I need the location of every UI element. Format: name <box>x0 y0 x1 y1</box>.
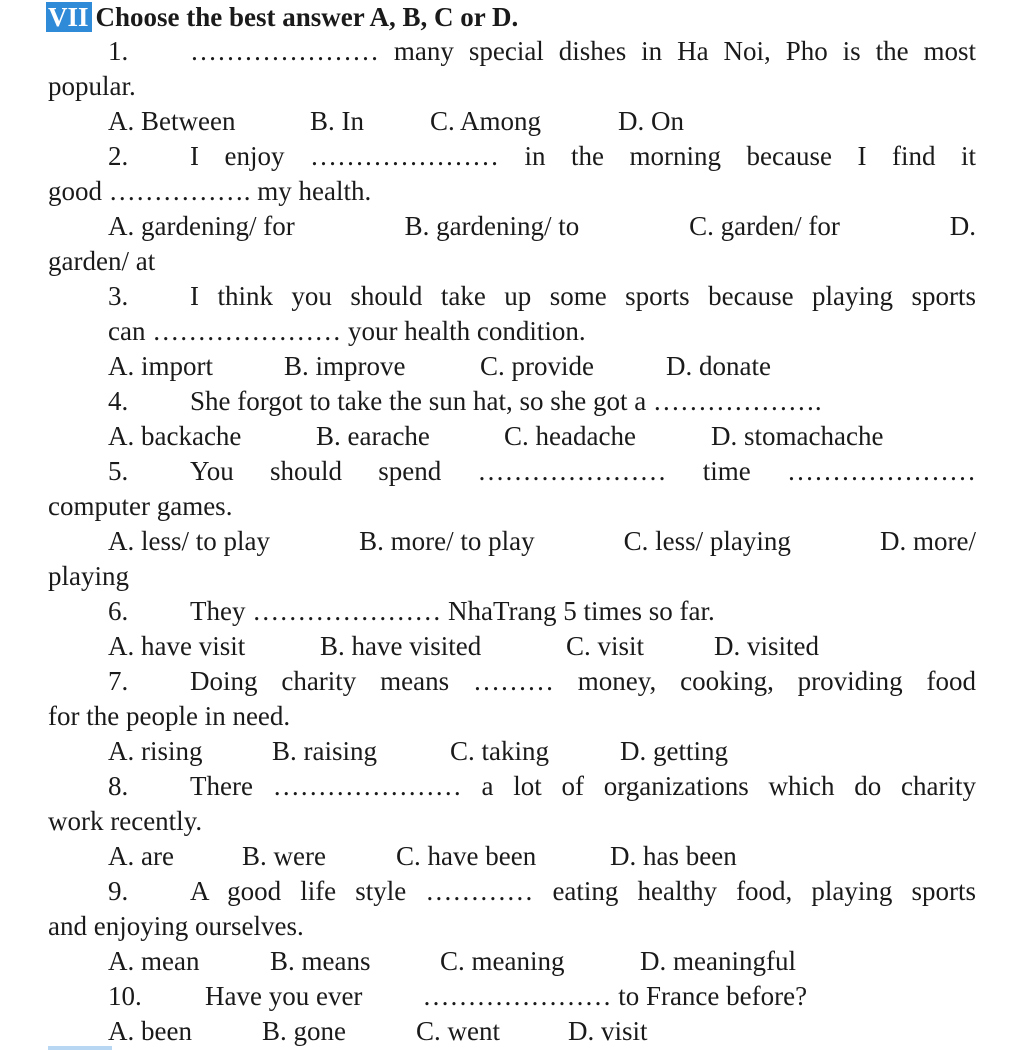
option-b[interactable]: B. gone <box>262 1016 346 1046</box>
question-stem: I enjoy ………………… in the morning because I find it <box>190 141 976 171</box>
question-number: 7. <box>108 666 129 696</box>
question-number: 2. <box>108 141 129 171</box>
option-c[interactable]: C. have been <box>396 841 537 871</box>
option-b[interactable]: B. raising <box>272 736 377 766</box>
question-10-options <box>108 1014 976 1049</box>
question-7 <box>108 664 976 699</box>
question-9-options <box>108 944 976 979</box>
question-stem-start: Have you ever <box>205 981 363 1011</box>
option-d[interactable]: D. visited <box>714 631 819 661</box>
question-3-options <box>108 349 976 384</box>
question-number: 5. <box>108 456 129 486</box>
question-2-options <box>108 209 976 244</box>
option-b[interactable]: B. more/ to play <box>359 526 535 556</box>
question-stem: You should spend ………………… time ………………… <box>190 456 976 486</box>
option-c[interactable]: C. Among <box>430 106 542 136</box>
option-a[interactable]: A. import <box>108 351 213 381</box>
option-a[interactable]: A. are <box>108 841 174 871</box>
question-2-options-continuation: garden/ at <box>48 246 156 276</box>
option-c[interactable]: C. visit <box>566 631 645 661</box>
question-stem: There ………………… a lot of organizations which do charity <box>190 771 976 801</box>
option-b[interactable]: B. earache <box>316 421 430 451</box>
option-d[interactable]: D. more/ <box>880 526 976 556</box>
question-number: 3. <box>108 281 129 311</box>
question-8-options <box>108 839 976 874</box>
question-stem: I think you should take up some sports because playing sports <box>190 281 976 311</box>
question-9-continuation: and enjoying ourselves. <box>48 911 304 941</box>
question-number: 1. <box>108 36 129 66</box>
option-d[interactable]: D. donate <box>666 351 771 381</box>
option-c[interactable]: C. taking <box>450 736 549 766</box>
question-1-continuation: popular. <box>48 71 136 101</box>
question-10 <box>108 979 976 1014</box>
question-stem: She forgot to take the sun hat, so she got a ………………. <box>190 386 822 416</box>
option-b[interactable]: B. means <box>270 946 371 976</box>
option-a[interactable]: A. have visit <box>108 631 246 661</box>
option-d[interactable]: D. has been <box>610 841 737 871</box>
option-c[interactable]: C. garden/ for <box>689 211 840 241</box>
question-number: 10. <box>108 981 142 1011</box>
option-a[interactable]: A. backache <box>108 421 242 451</box>
option-d[interactable]: D. meaningful <box>640 946 796 976</box>
option-d[interactable]: D. visit <box>568 1016 648 1046</box>
option-b[interactable]: B. were <box>242 841 326 871</box>
question-5-options-continuation: playing <box>48 561 129 591</box>
option-c[interactable]: C. went <box>416 1016 500 1046</box>
question-1-options <box>108 104 976 139</box>
section-label: VII <box>46 2 92 32</box>
option-d[interactable]: D. <box>949 211 976 241</box>
option-b[interactable]: B. gardening/ to <box>404 211 580 241</box>
option-b[interactable]: B. have visited <box>320 631 482 661</box>
question-6-options <box>108 629 976 664</box>
question-4 <box>108 384 976 419</box>
option-c[interactable]: C. headache <box>504 421 636 451</box>
question-number: 4. <box>108 386 129 416</box>
question-8 <box>108 769 976 804</box>
option-d[interactable]: D. On <box>618 106 684 136</box>
question-2-continuation: good ……………. my health. <box>48 176 372 206</box>
option-a[interactable]: A. rising <box>108 736 203 766</box>
question-stem: A good life style ………… eating healthy food, playing sports <box>190 876 976 906</box>
question-4-options <box>108 419 976 454</box>
question-stem-end: ………………… to France before? <box>422 981 808 1011</box>
question-5-options <box>108 524 976 559</box>
exercise-heading <box>46 0 518 34</box>
question-7-options <box>108 734 976 769</box>
option-c[interactable]: C. less/ playing <box>623 526 791 556</box>
question-number: 8. <box>108 771 129 801</box>
option-c[interactable]: C. provide <box>480 351 594 381</box>
question-1 <box>108 34 976 69</box>
option-a[interactable]: A. Between <box>108 106 236 136</box>
option-c[interactable]: C. meaning <box>440 946 565 976</box>
question-7-continuation: for the people in need. <box>48 701 291 731</box>
option-a[interactable]: A. been <box>108 1016 192 1046</box>
question-number: 6. <box>108 596 129 626</box>
option-b[interactable]: B. In <box>310 106 364 136</box>
question-stem: ………………… many special dishes in Ha Noi, Pho is the most <box>190 36 976 66</box>
option-d[interactable]: D. getting <box>620 736 728 766</box>
question-stem <box>205 979 976 1014</box>
question-9 <box>108 874 976 909</box>
question-2 <box>108 139 976 174</box>
question-stem: They ………………… NhaTrang 5 times so far. <box>190 596 715 626</box>
exercise-title: Choose the best answer A, B, C or D. <box>95 2 519 32</box>
question-5-continuation: computer games. <box>48 491 233 521</box>
option-b[interactable]: B. improve <box>284 351 406 381</box>
question-5 <box>108 454 976 489</box>
question-6 <box>108 594 976 629</box>
option-a[interactable]: A. less/ to play <box>108 526 270 556</box>
question-3 <box>108 279 976 314</box>
question-3-continuation: can ………………… your health condition. <box>108 316 586 346</box>
bottom-accent-bar <box>48 1046 112 1050</box>
option-d[interactable]: D. stomachache <box>711 421 884 451</box>
option-a[interactable]: A. mean <box>108 946 200 976</box>
question-number: 9. <box>108 876 129 906</box>
question-stem: Doing charity means ……… money, cooking, providing food <box>190 666 976 696</box>
question-8-continuation: work recently. <box>48 806 203 836</box>
option-a[interactable]: A. gardening/ for <box>108 211 295 241</box>
